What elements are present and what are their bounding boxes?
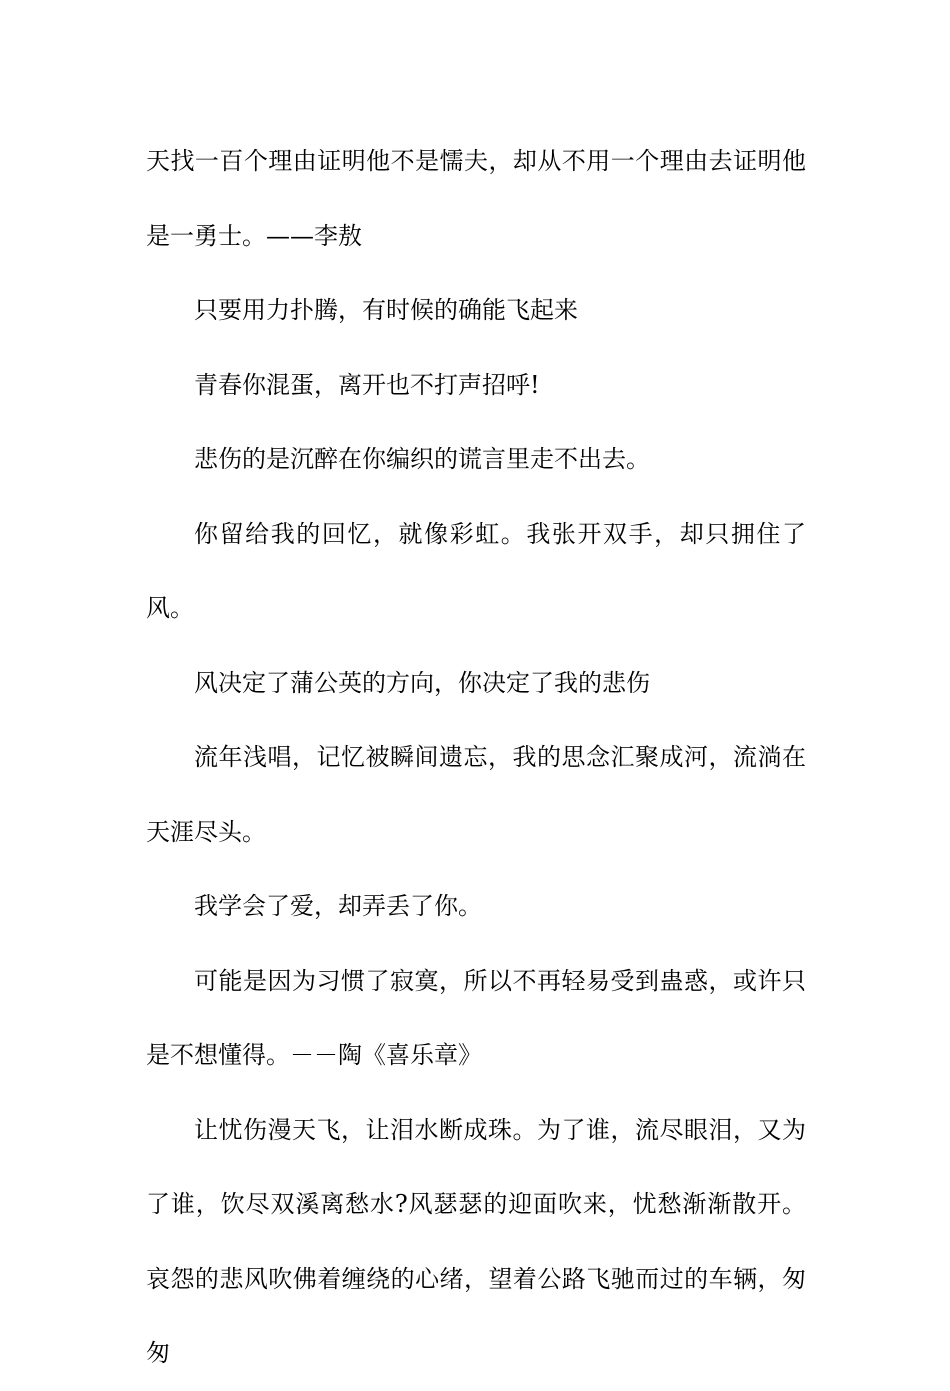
paragraph-fly: 只要用力扑腾，有时候的确能飞起来 bbox=[194, 296, 578, 324]
paragraph-learned-love: 我学会了爱，却弄丢了你。 bbox=[194, 892, 482, 920]
document-body bbox=[146, 124, 806, 1391]
paragraph-youth: 青春你混蛋，离开也不打声招呼! bbox=[194, 370, 540, 399]
paragraph-sorrow-wind: 让忧伤漫天飞，让泪水断成珠。为了谁，流尽眼泪，又为了谁，饮尽双溪离愁水?风瑟瑟的迎面吹来，忧愁渐渐散开。哀怨的悲风吹佛着缠绕的心绪，望着公路飞驰而过的车辆，匆匆 bbox=[146, 1115, 806, 1367]
paragraph-fleeting-years: 流年浅唱，记忆被瞬间遗忘，我的思念汇聚成河，流淌在天涯尽头。 bbox=[146, 743, 806, 846]
paragraph-sorrow-lies: 悲伤的是沉醉在你编织的谎言里走不出去。 bbox=[194, 445, 650, 473]
paragraph-li-ao-quote: 天找一百个理由证明他不是懦夫，却从不用一个理由去证明他是一勇士。——李敖 bbox=[146, 147, 806, 250]
paragraph-loneliness: 可能是因为习惯了寂寞，所以不再轻易受到蛊惑，或许只是不想懂得。－－陶《喜乐章》 bbox=[146, 966, 806, 1069]
paragraph-dandelion: 风决定了蒲公英的方向，你决定了我的悲伤 bbox=[194, 668, 650, 697]
paragraph-rainbow: 你留给我的回忆，就像彩虹。我张开双手，却只拥住了风。 bbox=[146, 519, 806, 622]
